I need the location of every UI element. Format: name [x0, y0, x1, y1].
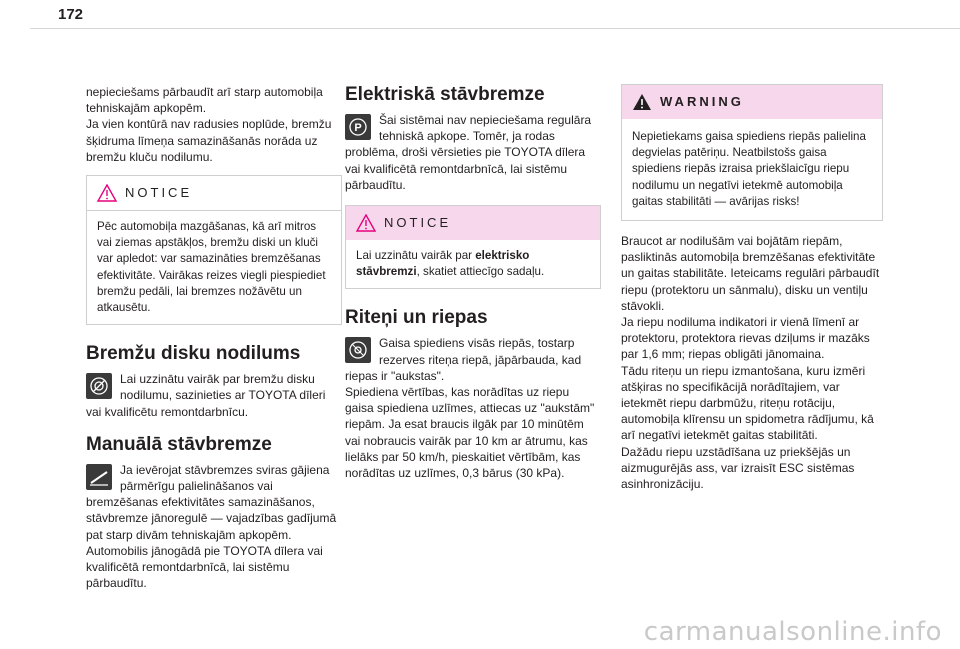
section-heading-electric-brake: Elektriskā stāvbremze — [345, 84, 545, 105]
notice-header — [87, 176, 341, 211]
header-divider — [30, 28, 960, 29]
notice-label: NOTICE — [125, 184, 193, 200]
notice-header-2 — [346, 206, 600, 240]
lever-icon — [86, 464, 112, 490]
warning-triangle-icon — [356, 214, 376, 232]
manual-brake-text: Ja ievērojat stāvbremzes sviras gājiena pārmērīgu palielināšanos vai bremzēšanas efektivitātes samazināšanos, stāvbremze jānoregulē — vajadzības gadījumā pat starp divām tehniskajām apkopēm. Automobilis jānogādā pie TOYOTA dīlera vai kvalificētā remontdarbnīcā, lai sistēmu pārbaudītu. — [86, 462, 337, 591]
notice-label-2: NOTICE — [384, 214, 452, 230]
watermark: carmanualsonline.info — [643, 617, 942, 647]
notice-box — [86, 175, 342, 325]
tyre-icon — [345, 337, 371, 363]
warning-box — [621, 84, 883, 221]
section-heading-disc-wear: Bremžu disku nodilums — [86, 343, 301, 365]
warning-triangle-icon — [632, 93, 652, 111]
notice-box-2 — [345, 205, 601, 289]
notice-text-pre: Lai uzzinātu vairāk par — [356, 249, 476, 263]
intro-text: nepieciešams pārbaudīt arī starp automobiļa tehniskajām apkopēm. Ja vien kontūrā nav radusies noplūde, bremžu šķidruma līmeņa samazināšanās norāda uz bremžu kluču nodilumu. — [86, 85, 332, 164]
parking-brake-icon — [345, 114, 371, 140]
disc-wear-section — [86, 371, 342, 420]
section-heading-manual-brake: Manuālā stāvbremze — [86, 433, 272, 455]
page-number: 172 — [58, 6, 84, 23]
svg-text:P: P — [354, 122, 362, 134]
notice-text-bold: elektrisko stāvbremzi — [356, 249, 530, 279]
electric-brake-section — [345, 112, 601, 193]
tyres-body-text: Braucot ar nodilušām vai bojātām riepām, pasliktinās automobiļa bremzēšanas efektivitāte un gaitas stabilitāte. Ieteicams regulāri pārbaudīt riepu (protektoru un sānmalu), disku un ventiļu stāvokli. Ja riepu nodiluma indikatori ir vienā līmenī ar protektoru, protektora rievas dziļums ir mazāks par 1,6 mm; riepas obligāti jānomaina. Tādu riteņu un riepu izmantošana, kuru izmēri atšķiras no specifikācijā norādītajiem, var ietekmēt riepu darbmūžu, riteņu rotāciju, automobiļa klīrensu un spidometra rādījumu, kā arī negatīvi ietekmēt gaitas stabilitāti. Dažādu riepu uzstādīšana uz priekšējās un aizmugurējās ass, var izraisīt ESC sistēmas asinhronizāciju. — [621, 234, 880, 492]
notice-text-2 — [346, 240, 600, 288]
warning-label: WARNING — [660, 93, 744, 109]
notice-text: Pēc automobiļa mazgāšanas, kā arī mitros vai ziemas apstākļos, bremžu diski un kluči var apledot: var samazināties bremzēšanas efektivitāte. Vairākas reizes viegli piespiediet bremžu pedāli, lai bremzes nožāvētu un atkausētu. — [97, 220, 326, 315]
notice-text-post: , skatiet attiecīgo sadaļu. — [416, 265, 545, 279]
manual-brake-section — [86, 462, 342, 592]
tyres-section — [345, 335, 601, 481]
warning-text: Nepietiekams gaisa spiediens riepās palielina degvielas patēriņu. Neatbilstošs gaisa spiediens riepās izraisa priekšlaicīgu riepu nodilumu un negatīvi ietekmē automobiļa gaitas stabilitāti — avārijas risks! — [632, 130, 866, 208]
column-middle — [345, 84, 601, 481]
disc-wear-text: Lai uzzinātu vairāk par bremžu disku nodilumu, sazinieties ar TOYOTA dīleri vai kvalificētu remontdarbnīcu. — [86, 372, 326, 419]
warning-header — [622, 85, 882, 119]
section-heading-tyres: Riteņi un riepas — [345, 307, 488, 329]
warning-triangle-icon — [97, 184, 117, 202]
tyres-text: Gaisa spiediens visās riepās, tostarp rezerves riteņa riepā, jāpārbauda, kad riepas ir "aukstas". Spiediena vērtības, kas norādītas uz riepu gaisa spiediena uzlīmes, attiecas uz "aukstām" riepām. Ja esat braucis ilgāk par 10 minūtēm vai nobraucis vairāk par 10 km ar ātrumu, kas lielāks par 50 km/h, pieskaitiet vērtībām, kas norādītas uz uzlīmes, 0,3 bārus (30 kPa). — [345, 336, 595, 481]
column-left — [86, 84, 342, 591]
electric-brake-text: Šai sistēmai nav nepieciešama regulāra tehniskā apkope. Tomēr, ja rodas problēma, droši vērsieties pie TOYOTA dīlera vai kvalificētā remontdarbnīcā, lai sistēmu pārbaudītu. — [345, 113, 592, 192]
column-right — [621, 84, 883, 492]
service-icon — [86, 373, 112, 399]
